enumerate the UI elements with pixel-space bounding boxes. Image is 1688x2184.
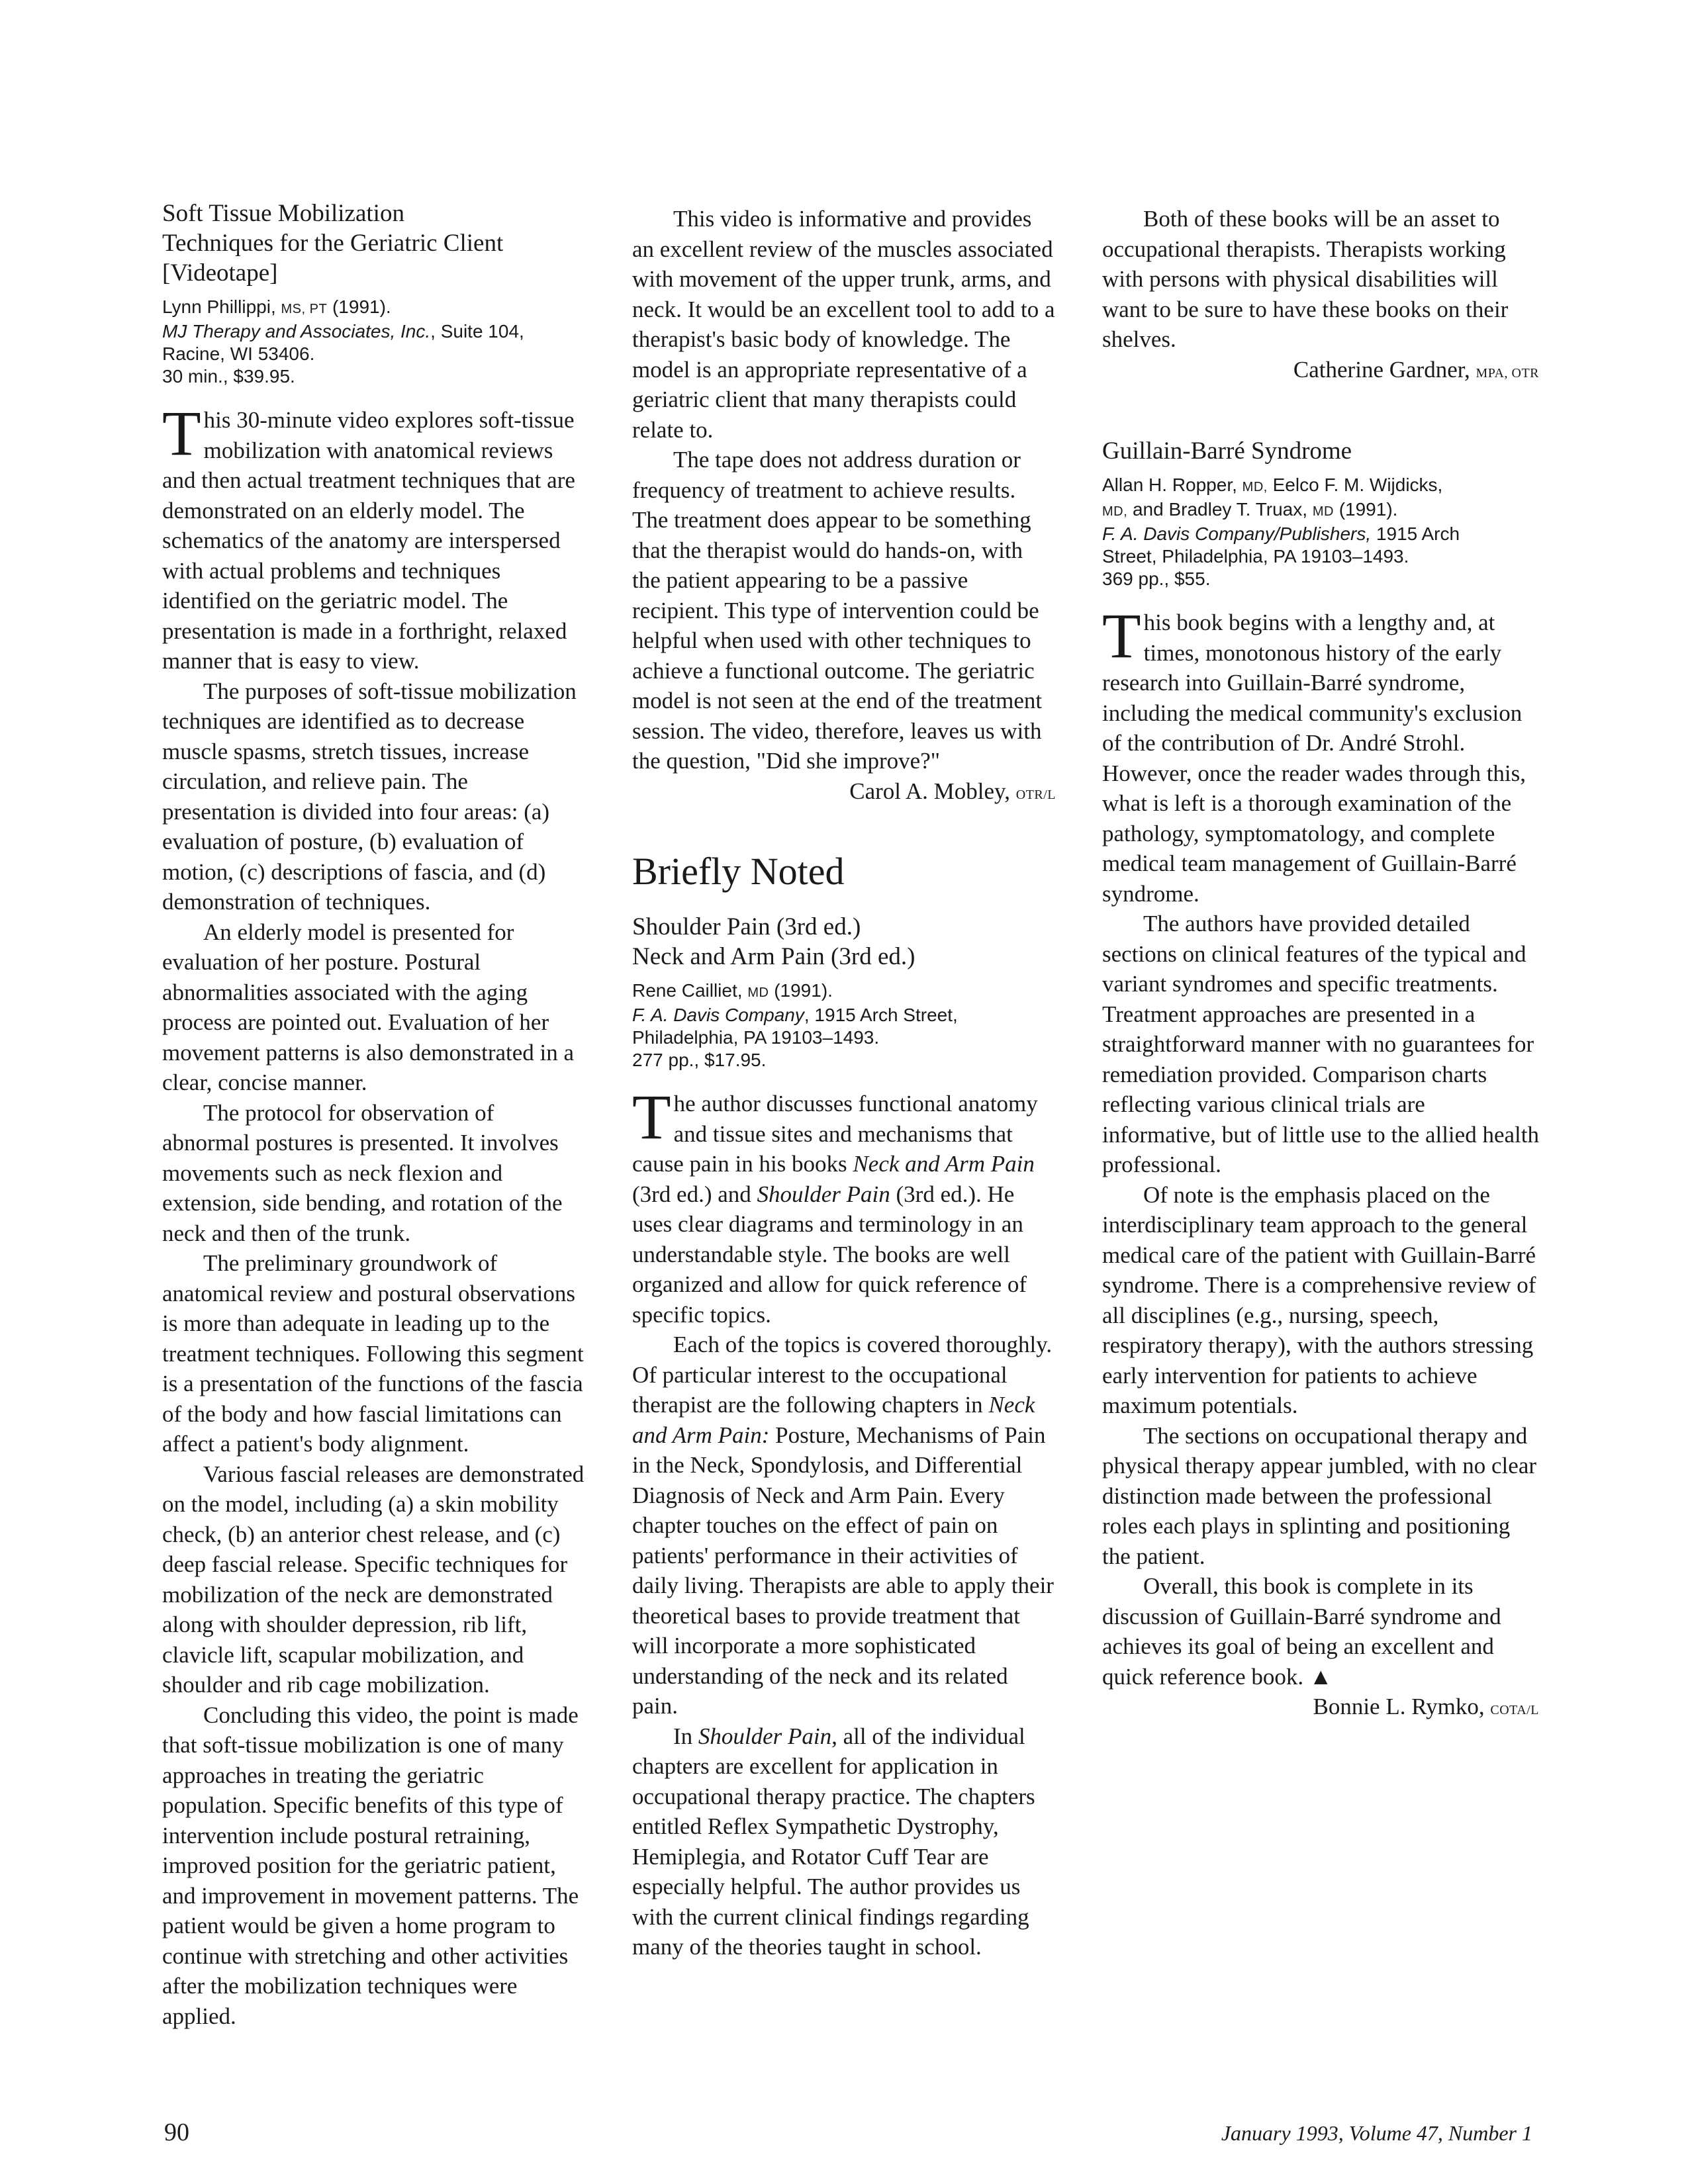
- address: Street, Philadelphia, PA 19103–1493.: [1102, 546, 1409, 567]
- publisher: F. A. Davis Company: [632, 1005, 804, 1025]
- paragraph-text: (3rd ed.). He uses clear diagrams and terminology in an understandable style. The books are well organized and allow for quick reference of specific topics.: [632, 1181, 1027, 1328]
- column-1: [162, 199, 586, 2031]
- drop-cap: T: [162, 398, 201, 469]
- title-line: Techniques for the Geriatric Client: [162, 230, 504, 257]
- paragraph: Various fascial releases are demonstrated on the model, including (a) a skin mobility check, (b) an anterior chest release, and (c) deep fascial release. Specific techniques for mobilization of the neck are demonstrated along with shoulder depression, rib lift, clavicle lift, scapular mobilization, and shoulder and rib cage mobilization.: [162, 1461, 585, 1698]
- book-title: Shoulder Pain,: [698, 1723, 837, 1749]
- book-title: Shoulder Pain: [757, 1181, 890, 1207]
- book-title: Neck and Arm Pain:: [632, 1392, 1035, 1448]
- details: 30 min., $39.95.: [162, 366, 295, 387]
- year: (1991).: [332, 296, 391, 317]
- column-2: [632, 204, 1056, 1962]
- review-title: [632, 912, 1056, 972]
- citation: [632, 979, 1056, 1071]
- paragraph: The preliminary groundwork of anatomical review and postural observations is more than adequate in leading up to the treatment techniques. Following this segment is a presentation of the functions of the fascia of the body and how fascial limitations can affect a patient's body alignment.: [162, 1250, 584, 1457]
- paragraph-text: Each of the topics is covered thoroughly. Of particular interest to the occupational therapist are the following chapters in: [632, 1332, 1053, 1418]
- title-line: [Videotape]: [162, 259, 278, 287]
- author: Allan H. Ropper,: [1102, 475, 1237, 495]
- paragraph-text: In: [673, 1723, 698, 1749]
- author: and Bradley T. Truax,: [1127, 499, 1308, 520]
- address: Racine, WI 53406.: [162, 343, 315, 364]
- paragraph: [162, 398, 586, 676]
- reviewer-name: Carol A. Mobley,: [849, 778, 1010, 804]
- year: (1991).: [1338, 499, 1398, 520]
- paragraph: The protocol for observation of abnormal postures is presented. It involves movements such as neck flexion and extension, side bending, and rotation of the neck and then of the trunk.: [162, 1099, 563, 1246]
- address: Philadelphia, PA 19103–1493.: [632, 1027, 880, 1048]
- details: 369 pp., $55.: [1102, 569, 1211, 589]
- author-degrees: MD,: [1242, 480, 1268, 494]
- paragraph-text: he author discusses functional anatomy and tissue sites and mechanisms that cause pain in his books: [632, 1091, 1038, 1177]
- paragraph: Both of these books will be an asset to occupational therapists. Therapists working with persons with physical disabilities will want to be sure to have these books on their shelves.: [1102, 206, 1509, 352]
- paragraph: [632, 1081, 1056, 1330]
- drop-cap: T: [632, 1081, 671, 1152]
- author: Rene Cailliet,: [632, 980, 743, 1001]
- author-degrees: MS, PT: [281, 302, 328, 316]
- reviewer-degrees: OTR/L: [1015, 787, 1056, 802]
- publisher: MJ Therapy and Associates, Inc.: [162, 321, 431, 341]
- review-title: [162, 199, 586, 288]
- paragraph: The sections on occupational therapy and physical therapy appear jumbled, with no clear distinction made between the professional roles each plays in splinting and positioning the patient.: [1102, 1422, 1537, 1569]
- title-line: Soft Tissue Mobilization: [162, 200, 404, 227]
- title-line: Neck and Arm Pain (3rd ed.): [632, 943, 915, 970]
- paragraph-text: (3rd ed.) and: [632, 1181, 757, 1207]
- reviewer-signature: [1102, 1692, 1539, 1726]
- reviewer-name: Bonnie L. Rymko,: [1313, 1694, 1485, 1719]
- reviewer-degrees: COTA/L: [1490, 1703, 1539, 1717]
- paragraph-text: all of the individual chapters are excellent for application in occupational therapy practice. The chapters entitled Reflex Sympathetic Dystrophy, Hemiplegia, and Rotator Cuff Tear are especially helpful. The author provides us with the current clinical findings regarding many of the theories taught in school.: [632, 1723, 1035, 1960]
- paragraph: An elderly model is presented for evaluation of her posture. Postural abnormalities associated with the aging process are pointed out. Evaluation of her movement patterns is also demonstrated in a clear, concise manner.: [162, 919, 575, 1095]
- paragraph: Concluding this video, the point is made that soft-tissue mobilization is one of many approaches in treating the geriatric population. Specific benefits of this type of intervention include postural retraining, improved position for the geriatric patient, and improvement in movement patterns. The patient would be given a home program to continue with stretching and other activities after the mobilization techniques were applied.: [162, 1702, 579, 2029]
- running-footer: January 1993, Volume 47, Number 1: [1221, 2121, 1532, 2145]
- paragraph: [1102, 600, 1539, 909]
- paragraph-text: his 30-minute video explores soft-tissue mobilization with anatomical reviews and then actual treatment techniques that are demonstrated on an elderly model. The schematics of the anatomy are interspersed with actual problems and techniques identified on the geriatric model. The presentation is made in a forthright, relaxed manner that is easy to view.: [162, 407, 575, 674]
- page-number: 90: [164, 2118, 189, 2146]
- paragraph: [632, 1721, 1056, 1962]
- address: 1915 Arch: [1371, 523, 1460, 544]
- paragraph-text: his book begins with a lengthy and, at times, monotonous history of the early research into Guillain-Barré syndrome, including the medical community's exclusion of the contribution of Dr. André Strohl. However, once the reader wades through this, what is left is a thorough examination of the pathology, symptomatology, and complete medical team management of Guillain-Barré syndrome.: [1102, 610, 1526, 907]
- citation: [1102, 474, 1539, 590]
- title-line: Shoulder Pain (3rd ed.): [632, 913, 861, 940]
- address: , 1915 Arch Street,: [804, 1005, 958, 1025]
- book-title: Neck and Arm Pain: [853, 1151, 1035, 1177]
- reviewer-degrees: MPA, OTR: [1476, 365, 1539, 381]
- author: Lynn Phillippi,: [162, 296, 276, 317]
- column-3: [1102, 204, 1539, 1726]
- citation: [162, 296, 586, 388]
- paragraph: The tape does not address duration or frequency of treatment to achieve results. The treatment does appear to be something that the therapist would do hands-on, with the patient appearing to be a passive recipient. This type of intervention could be helpful when used with other techniques to achieve a functional outcome. The geriatric model is not seen at the end of the treatment session. The video, therefore, leaves us with the question, "Did she improve?": [632, 447, 1043, 774]
- author-degrees: MD,: [1102, 504, 1128, 519]
- paragraph: Of note is the emphasis placed on the interdisciplinary team approach to the general medical care of the patient with Guillain-Barré syndrome. There is a comprehensive review of all disciplines (e.g., nursing, speech, respiratory therapy), with the authors stressing early intervention for patients to achieve maximum potentials.: [1102, 1181, 1536, 1418]
- author-degrees: MD: [747, 985, 769, 1000]
- year: (1991).: [774, 980, 833, 1001]
- author-degrees: MD: [1312, 504, 1334, 519]
- author: Eelco F. M. Wijdicks,: [1267, 475, 1443, 495]
- reviewer-name: Catherine Gardner,: [1293, 356, 1470, 383]
- reviewer-signature: [632, 776, 1056, 811]
- paragraph: The authors have provided detailed sections on clinical features of the typical and variant syndromes and specific treatments. Treatment approaches are presented in a straightforward manner with no guarantees for remediation provided. Comparison charts reflecting various clinical trials are informative, but of little use to the allied health professional.: [1102, 911, 1539, 1177]
- drop-cap: T: [1102, 600, 1141, 671]
- paragraph: The purposes of soft-tissue mobilization techniques are identified as to decrease muscle spasms, stretch tissues, increase circulation, and relieve pain. The presentation is divided into four areas: (a) evaluation of posture, (b) evaluation of motion, (c) descriptions of fascia, and (d) demonstration of techniques.: [162, 678, 577, 915]
- paragraph-text: Posture, Mechanisms of Pain in the Neck, Spondylosis, and Differential Diagnosis of Neck and Arm Pain. Every chapter touches on the effect of pain on patients' performance in their activities of daily living. Therapists are able to apply their theoretical bases to provide treatment that will incorporate a more sophisticated understanding of the neck and its related pain.: [632, 1422, 1054, 1719]
- publisher: F. A. Davis Company/Publishers,: [1102, 523, 1372, 544]
- address: , Suite 104,: [430, 321, 524, 341]
- paragraph: Overall, this book is complete in its discussion of Guillain-Barré syndrome and achieves its goal of being an excellent and quick reference book. ▲: [1102, 1573, 1501, 1690]
- paragraph: This video is informative and provides an excellent review of the muscles associated with movement of the upper trunk, arms, and neck. It would be an excellent tool to add to a therapist's basic body of knowledge. The model is an appropriate representative of a geriatric client that many therapists could relate to.: [632, 206, 1055, 443]
- review-title: Guillain-Barré Syndrome: [1102, 437, 1352, 465]
- paragraph: [632, 1330, 1056, 1721]
- reviewer-signature: [1102, 355, 1539, 389]
- details: 277 pp., $17.95.: [632, 1050, 767, 1070]
- section-heading: Briefly Noted: [632, 850, 845, 893]
